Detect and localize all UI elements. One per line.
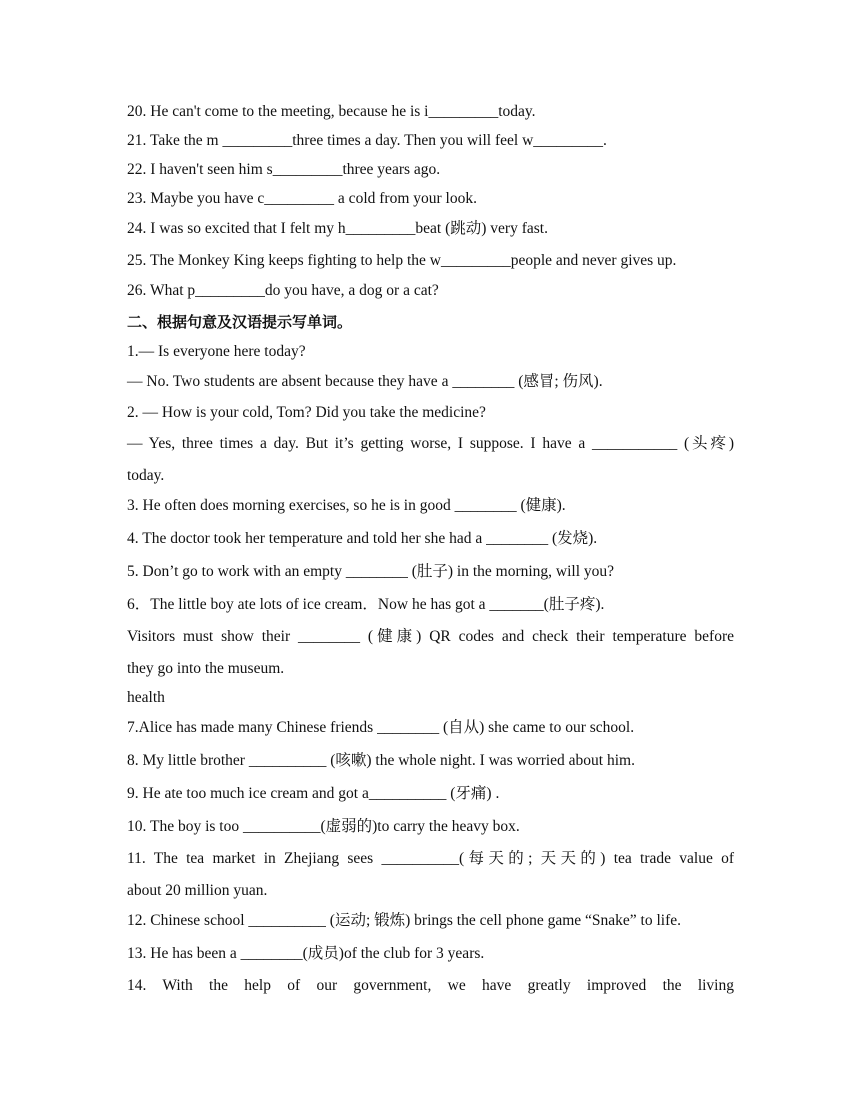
item-3: 3. He often does morning exercises, so he is in good ________ (健康). bbox=[127, 497, 566, 514]
item-14: 14. With the help of our government, we have greatly improved the living bbox=[127, 977, 734, 994]
item-10: 10. The boy is too __________(虚弱的)to carry the heavy box. bbox=[127, 818, 520, 835]
item-1-question: 1.— Is everyone here today? bbox=[127, 343, 306, 360]
section-heading: 二、根据句意及汉语提示写单词。 bbox=[127, 313, 353, 331]
item-7: 7.Alice has made many Chinese friends ________ (自从) she came to our school. bbox=[127, 719, 635, 736]
item-12: 12. Chinese school __________ (运动; 锻炼) brings the cell phone game “Snake” to life. bbox=[127, 912, 682, 929]
question-24: 24. I was so excited that I felt my h_________beat (跳动) very fast. bbox=[127, 220, 548, 237]
item-2-answer: — Yes, three times a day. But it’s getting worse, I suppose. I have a ___________ (头疼) bbox=[127, 435, 734, 452]
item-13: 13. He has been a ________(成员)of the club for 3 years. bbox=[127, 945, 485, 962]
item-9: 9. He ate too much ice cream and got a__________ (牙痛) . bbox=[127, 785, 500, 802]
item-8: 8. My little brother __________ (咳嗽) the whole night. I was worried about him. bbox=[127, 752, 635, 769]
question-23: 23. Maybe you have c_________ a cold from your look. bbox=[127, 190, 477, 207]
item-11: 11. The tea market in Zhejiang sees __________(每天的; 天天的) tea trade value of bbox=[127, 850, 734, 867]
item-2-answer-cont: today. bbox=[127, 467, 165, 484]
question-21: 21. Take the m _________three times a day. Then you will feel w_________. bbox=[127, 132, 607, 149]
item-4: 4. The doctor took her temperature and told her she had a ________ (发烧). bbox=[127, 530, 598, 547]
question-25: 25. The Monkey King keeps fighting to help the w_________people and never gives up. bbox=[127, 252, 677, 269]
question-26: 26. What p_________do you have, a dog or a cat? bbox=[127, 282, 439, 299]
item-11-cont: about 20 million yuan. bbox=[127, 882, 268, 899]
answer-word: health bbox=[127, 689, 165, 706]
question-22: 22. I haven't seen him s_________three years ago. bbox=[127, 161, 441, 178]
visitors-sentence: Visitors must show their ________ (健康) QR codes and check their temperature before bbox=[127, 628, 734, 645]
visitors-sentence-cont: they go into the museum. bbox=[127, 660, 285, 677]
question-20: 20. He can't come to the meeting, because he is i_________today. bbox=[127, 103, 536, 120]
item-2-question: 2. — How is your cold, Tom? Did you take the medicine? bbox=[127, 404, 486, 421]
item-1-answer: — No. Two students are absent because they have a ________ (感冒; 伤风). bbox=[127, 373, 603, 390]
item-6: 6．The little boy ate lots of ice cream．Now he has got a _______(肚子疼). bbox=[127, 596, 605, 613]
item-5: 5. Don’t go to work with an empty ________ (肚子) in the morning, will you? bbox=[127, 563, 615, 580]
